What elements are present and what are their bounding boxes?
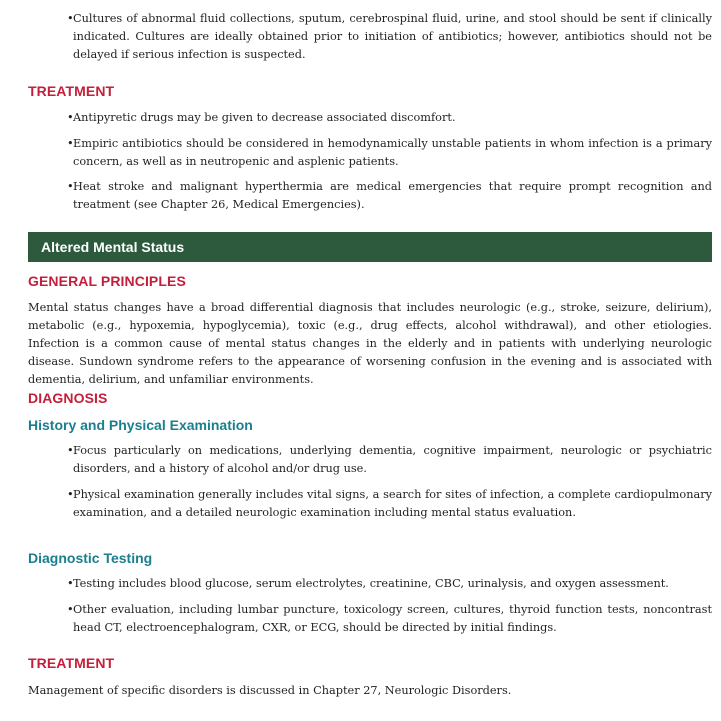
bullet-item-focus-medications (67, 442, 712, 478)
bullet-glyph: • (67, 180, 74, 193)
bullet-text: Focus particularly on medications, underlying dementia, cognitive impairment, neurologic or psychiatric disorders, and a history of alcohol and/or drug use. (73, 444, 712, 475)
bullet-item-testing-includes (67, 575, 712, 593)
bullet-glyph: • (67, 444, 74, 457)
bullet-item-cultures (67, 10, 712, 64)
bullet-glyph: • (67, 577, 74, 590)
section-heading-treatment-2: TREATMENT (28, 655, 115, 671)
bullet-text: Cultures of abnormal fluid collections, sputum, cerebrospinal fluid, urine, and stool should be sent if clinically indicated. Cultures are ideally obtained prior to initiation of antibiotics; however, antibiotics should not be delayed if serious infection is suspected. (73, 12, 712, 61)
bullet-glyph: • (67, 137, 74, 150)
section-heading-treatment: TREATMENT (28, 83, 115, 99)
bullet-item-heat-stroke (67, 178, 712, 214)
banner-title: Altered Mental Status (41, 239, 185, 255)
treatment-paragraph: Management of specific disorders is discussed in Chapter 27, Neurologic Disorders. (28, 684, 512, 697)
section-banner (28, 232, 712, 262)
bullet-text: Empiric antibiotics should be considered in hemodynamically unstable patients in whom infection is a primary concern, as well as in neutropenic and asplenic patients. (73, 137, 712, 168)
bullet-item-empiric-antibiotics (67, 135, 712, 171)
bullet-text: Heat stroke and malignant hyperthermia are medical emergencies that require prompt recognition and treatment (see Chapter 26, Medical Emergencies). (73, 180, 712, 211)
bullet-glyph: • (67, 603, 74, 616)
bullet-glyph: • (67, 488, 74, 501)
bullet-item-physical-exam (67, 486, 712, 522)
subsection-heading-history: History and Physical Examination (28, 417, 253, 433)
bullet-text: Other evaluation, including lumbar puncture, toxicology screen, cultures, thyroid function tests, noncontrast head CT, electroencephalogram, CXR, or ECG, should be directed by initial findings. (73, 603, 712, 634)
general-principles-paragraph: Mental status changes have a broad differential diagnosis that includes neurologic (e.g., stroke, seizure, delirium), metabolic (e.g., hypoxemia, hypoglycemia), toxic (e.g., drug effects, alcohol withdrawal), and other etiologies. Infection is a common cause of mental status changes in the elderly and in patients with underlying neurologic disease. Sundown syndrome refers to the appearance of worsening confusion in the evening and is associated with dementia, delirium, and unfamiliar environments. (28, 301, 712, 386)
bullet-text: Physical examination generally includes vital signs, a search for sites of infection, a complete cardiopulmonary examination, and a detailed neurologic examination including mental status evaluation. (73, 488, 712, 519)
bullet-text: Testing includes blood glucose, serum electrolytes, creatinine, CBC, urinalysis, and oxygen assessment. (73, 577, 669, 590)
subsection-heading-diagnostic-testing: Diagnostic Testing (28, 550, 153, 566)
section-heading-diagnosis: DIAGNOSIS (28, 390, 108, 406)
bullet-item-other-evaluation (67, 601, 712, 637)
bullet-text: Antipyretic drugs may be given to decrease associated discomfort. (73, 111, 456, 124)
section-heading-general-principles: GENERAL PRINCIPLES (28, 273, 186, 289)
bullet-item-antipyretic (67, 109, 712, 127)
bullet-glyph: • (67, 12, 74, 25)
bullet-glyph: • (67, 111, 74, 124)
